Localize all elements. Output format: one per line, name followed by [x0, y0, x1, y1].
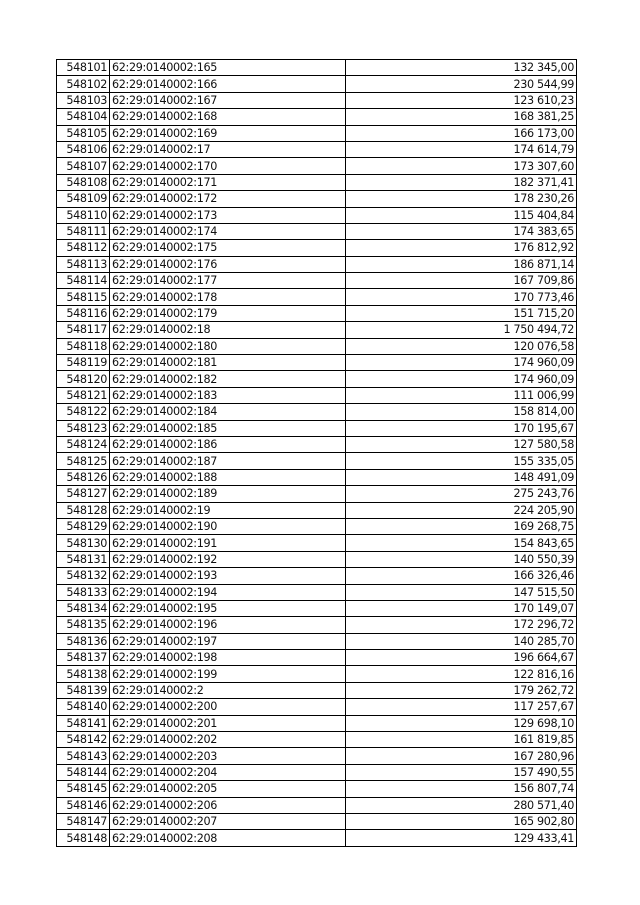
table-row	[57, 650, 577, 666]
cadastral-number-cell: 62:29:0140002:180	[110, 338, 346, 354]
cadastral-number-cell: 62:29:0140002:192	[110, 551, 346, 567]
cadastral-value-table	[56, 59, 577, 847]
cadastral-number-cell: 62:29:0140002:166	[110, 76, 346, 92]
cadastral-number-cell: 62:29:0140002:187	[110, 453, 346, 469]
cadastral-number-cell: 62:29:0140002:175	[110, 240, 346, 256]
table-row	[57, 469, 577, 485]
cadastral-number-cell: 62:29:0140002:193	[110, 568, 346, 584]
table-body	[57, 60, 577, 847]
table-row	[57, 486, 577, 502]
table-row	[57, 453, 577, 469]
table-row	[57, 666, 577, 682]
row-number-cell: 548144	[57, 764, 110, 780]
cadastral-value-cell: 127 580,58	[346, 436, 577, 452]
table-row	[57, 682, 577, 698]
table-row	[57, 387, 577, 403]
table-row	[57, 289, 577, 305]
cadastral-value-cell: 155 335,05	[346, 453, 577, 469]
cadastral-number-cell: 62:29:0140002:183	[110, 387, 346, 403]
cadastral-value-cell: 174 614,79	[346, 141, 577, 157]
row-number-cell: 548115	[57, 289, 110, 305]
row-number-cell: 548145	[57, 781, 110, 797]
table-row	[57, 502, 577, 518]
row-number-cell: 548136	[57, 633, 110, 649]
cadastral-number-cell: 62:29:0140002:188	[110, 469, 346, 485]
row-number-cell: 548124	[57, 436, 110, 452]
cadastral-number-cell: 62:29:0140002:199	[110, 666, 346, 682]
table-row	[57, 223, 577, 239]
table-row	[57, 600, 577, 616]
row-number-cell: 548147	[57, 813, 110, 829]
row-number-cell: 548123	[57, 420, 110, 436]
cadastral-value-cell: 122 816,16	[346, 666, 577, 682]
cadastral-value-cell: 230 544,99	[346, 76, 577, 92]
row-number-cell: 548129	[57, 518, 110, 534]
cadastral-value-cell: 179 262,72	[346, 682, 577, 698]
table-row	[57, 551, 577, 567]
cadastral-number-cell: 62:29:0140002:185	[110, 420, 346, 436]
cadastral-number-cell: 62:29:0140002:184	[110, 404, 346, 420]
row-number-cell: 548128	[57, 502, 110, 518]
row-number-cell: 548103	[57, 92, 110, 108]
row-number-cell: 548120	[57, 371, 110, 387]
cadastral-number-cell: 62:29:0140002:198	[110, 650, 346, 666]
table-row	[57, 60, 577, 76]
row-number-cell: 548109	[57, 191, 110, 207]
cadastral-number-cell: 62:29:0140002:204	[110, 764, 346, 780]
cadastral-number-cell: 62:29:0140002:2	[110, 682, 346, 698]
table-row	[57, 518, 577, 534]
document-page	[56, 59, 577, 847]
cadastral-value-cell: 147 515,50	[346, 584, 577, 600]
row-number-cell: 548104	[57, 109, 110, 125]
cadastral-value-cell: 166 326,46	[346, 568, 577, 584]
table-row	[57, 404, 577, 420]
row-number-cell: 548134	[57, 600, 110, 616]
table-row	[57, 436, 577, 452]
table-row	[57, 764, 577, 780]
cadastral-value-cell: 154 843,65	[346, 535, 577, 551]
row-number-cell: 548131	[57, 551, 110, 567]
table-row	[57, 109, 577, 125]
row-number-cell: 548106	[57, 141, 110, 157]
cadastral-value-cell: 151 715,20	[346, 305, 577, 321]
table-row	[57, 535, 577, 551]
cadastral-number-cell: 62:29:0140002:205	[110, 781, 346, 797]
row-number-cell: 548108	[57, 174, 110, 190]
table-row	[57, 633, 577, 649]
table-row	[57, 273, 577, 289]
row-number-cell: 548148	[57, 830, 110, 846]
cadastral-number-cell: 62:29:0140002:178	[110, 289, 346, 305]
cadastral-value-cell: 170 773,46	[346, 289, 577, 305]
cadastral-value-cell: 140 550,39	[346, 551, 577, 567]
row-number-cell: 548125	[57, 453, 110, 469]
row-number-cell: 548146	[57, 797, 110, 813]
row-number-cell: 548110	[57, 207, 110, 223]
cadastral-number-cell: 62:29:0140002:195	[110, 600, 346, 616]
table-row	[57, 830, 577, 846]
cadastral-number-cell: 62:29:0140002:172	[110, 191, 346, 207]
cadastral-number-cell: 62:29:0140002:17	[110, 141, 346, 157]
cadastral-number-cell: 62:29:0140002:18	[110, 322, 346, 338]
cadastral-number-cell: 62:29:0140002:177	[110, 273, 346, 289]
cadastral-number-cell: 62:29:0140002:191	[110, 535, 346, 551]
cadastral-number-cell: 62:29:0140002:202	[110, 732, 346, 748]
cadastral-value-cell: 161 819,85	[346, 732, 577, 748]
cadastral-number-cell: 62:29:0140002:167	[110, 92, 346, 108]
cadastral-value-cell: 1 750 494,72	[346, 322, 577, 338]
row-number-cell: 548119	[57, 355, 110, 371]
cadastral-value-cell: 148 491,09	[346, 469, 577, 485]
cadastral-number-cell: 62:29:0140002:186	[110, 436, 346, 452]
row-number-cell: 548133	[57, 584, 110, 600]
cadastral-number-cell: 62:29:0140002:170	[110, 158, 346, 174]
cadastral-number-cell: 62:29:0140002:174	[110, 223, 346, 239]
table-row	[57, 355, 577, 371]
cadastral-value-cell: 174 383,65	[346, 223, 577, 239]
cadastral-value-cell: 176 812,92	[346, 240, 577, 256]
cadastral-value-cell: 224 205,90	[346, 502, 577, 518]
cadastral-number-cell: 62:29:0140002:169	[110, 125, 346, 141]
cadastral-value-cell: 158 814,00	[346, 404, 577, 420]
cadastral-value-cell: 182 371,41	[346, 174, 577, 190]
cadastral-value-cell: 166 173,00	[346, 125, 577, 141]
cadastral-value-cell: 280 571,40	[346, 797, 577, 813]
cadastral-number-cell: 62:29:0140002:196	[110, 617, 346, 633]
cadastral-value-cell: 170 195,67	[346, 420, 577, 436]
cadastral-value-cell: 167 280,96	[346, 748, 577, 764]
cadastral-value-cell: 275 243,76	[346, 486, 577, 502]
row-number-cell: 548138	[57, 666, 110, 682]
row-number-cell: 548139	[57, 682, 110, 698]
row-number-cell: 548105	[57, 125, 110, 141]
cadastral-number-cell: 62:29:0140002:171	[110, 174, 346, 190]
table-row	[57, 813, 577, 829]
row-number-cell: 548101	[57, 60, 110, 76]
row-number-cell: 548143	[57, 748, 110, 764]
table-row	[57, 781, 577, 797]
row-number-cell: 548142	[57, 732, 110, 748]
row-number-cell: 548102	[57, 76, 110, 92]
cadastral-value-cell: 169 268,75	[346, 518, 577, 534]
table-row	[57, 338, 577, 354]
cadastral-value-cell: 165 902,80	[346, 813, 577, 829]
cadastral-value-cell: 129 433,41	[346, 830, 577, 846]
cadastral-number-cell: 62:29:0140002:203	[110, 748, 346, 764]
cadastral-number-cell: 62:29:0140002:208	[110, 830, 346, 846]
cadastral-value-cell: 174 960,09	[346, 371, 577, 387]
cadastral-value-cell: 120 076,58	[346, 338, 577, 354]
row-number-cell: 548114	[57, 273, 110, 289]
table-row	[57, 584, 577, 600]
row-number-cell: 548130	[57, 535, 110, 551]
table-row	[57, 141, 577, 157]
row-number-cell: 548107	[57, 158, 110, 174]
cadastral-value-cell: 174 960,09	[346, 355, 577, 371]
row-number-cell: 548127	[57, 486, 110, 502]
row-number-cell: 548121	[57, 387, 110, 403]
cadastral-number-cell: 62:29:0140002:200	[110, 699, 346, 715]
table-row	[57, 125, 577, 141]
row-number-cell: 548122	[57, 404, 110, 420]
row-number-cell: 548117	[57, 322, 110, 338]
table-row	[57, 207, 577, 223]
cadastral-value-cell: 117 257,67	[346, 699, 577, 715]
row-number-cell: 548135	[57, 617, 110, 633]
cadastral-number-cell: 62:29:0140002:179	[110, 305, 346, 321]
cadastral-number-cell: 62:29:0140002:176	[110, 256, 346, 272]
cadastral-value-cell: 186 871,14	[346, 256, 577, 272]
row-number-cell: 548113	[57, 256, 110, 272]
cadastral-number-cell: 62:29:0140002:190	[110, 518, 346, 534]
table-row	[57, 797, 577, 813]
cadastral-number-cell: 62:29:0140002:197	[110, 633, 346, 649]
table-row	[57, 748, 577, 764]
cadastral-number-cell: 62:29:0140002:189	[110, 486, 346, 502]
cadastral-number-cell: 62:29:0140002:201	[110, 715, 346, 731]
table-row	[57, 92, 577, 108]
cadastral-number-cell: 62:29:0140002:207	[110, 813, 346, 829]
table-row	[57, 305, 577, 321]
row-number-cell: 548112	[57, 240, 110, 256]
cadastral-value-cell: 129 698,10	[346, 715, 577, 731]
table-row	[57, 322, 577, 338]
cadastral-value-cell: 178 230,26	[346, 191, 577, 207]
cadastral-number-cell: 62:29:0140002:206	[110, 797, 346, 813]
cadastral-value-cell: 196 664,67	[346, 650, 577, 666]
row-number-cell: 548116	[57, 305, 110, 321]
table-row	[57, 715, 577, 731]
table-row	[57, 732, 577, 748]
cadastral-value-cell: 172 296,72	[346, 617, 577, 633]
table-row	[57, 371, 577, 387]
cadastral-number-cell: 62:29:0140002:194	[110, 584, 346, 600]
table-row	[57, 617, 577, 633]
table-row	[57, 256, 577, 272]
table-row	[57, 158, 577, 174]
table-row	[57, 191, 577, 207]
table-row	[57, 568, 577, 584]
table-row	[57, 240, 577, 256]
cadastral-value-cell: 170 149,07	[346, 600, 577, 616]
table-row	[57, 699, 577, 715]
table-row	[57, 76, 577, 92]
cadastral-value-cell: 115 404,84	[346, 207, 577, 223]
cadastral-number-cell: 62:29:0140002:165	[110, 60, 346, 76]
cadastral-value-cell: 157 490,55	[346, 764, 577, 780]
row-number-cell: 548132	[57, 568, 110, 584]
cadastral-value-cell: 173 307,60	[346, 158, 577, 174]
row-number-cell: 548118	[57, 338, 110, 354]
cadastral-number-cell: 62:29:0140002:168	[110, 109, 346, 125]
row-number-cell: 548137	[57, 650, 110, 666]
row-number-cell: 548141	[57, 715, 110, 731]
row-number-cell: 548126	[57, 469, 110, 485]
cadastral-number-cell: 62:29:0140002:173	[110, 207, 346, 223]
cadastral-number-cell: 62:29:0140002:182	[110, 371, 346, 387]
cadastral-value-cell: 156 807,74	[346, 781, 577, 797]
cadastral-value-cell: 167 709,86	[346, 273, 577, 289]
table-row	[57, 174, 577, 190]
cadastral-value-cell: 111 006,99	[346, 387, 577, 403]
cadastral-value-cell: 168 381,25	[346, 109, 577, 125]
cadastral-value-cell: 123 610,23	[346, 92, 577, 108]
table-row	[57, 420, 577, 436]
cadastral-number-cell: 62:29:0140002:181	[110, 355, 346, 371]
row-number-cell: 548140	[57, 699, 110, 715]
row-number-cell: 548111	[57, 223, 110, 239]
cadastral-value-cell: 132 345,00	[346, 60, 577, 76]
cadastral-value-cell: 140 285,70	[346, 633, 577, 649]
cadastral-number-cell: 62:29:0140002:19	[110, 502, 346, 518]
